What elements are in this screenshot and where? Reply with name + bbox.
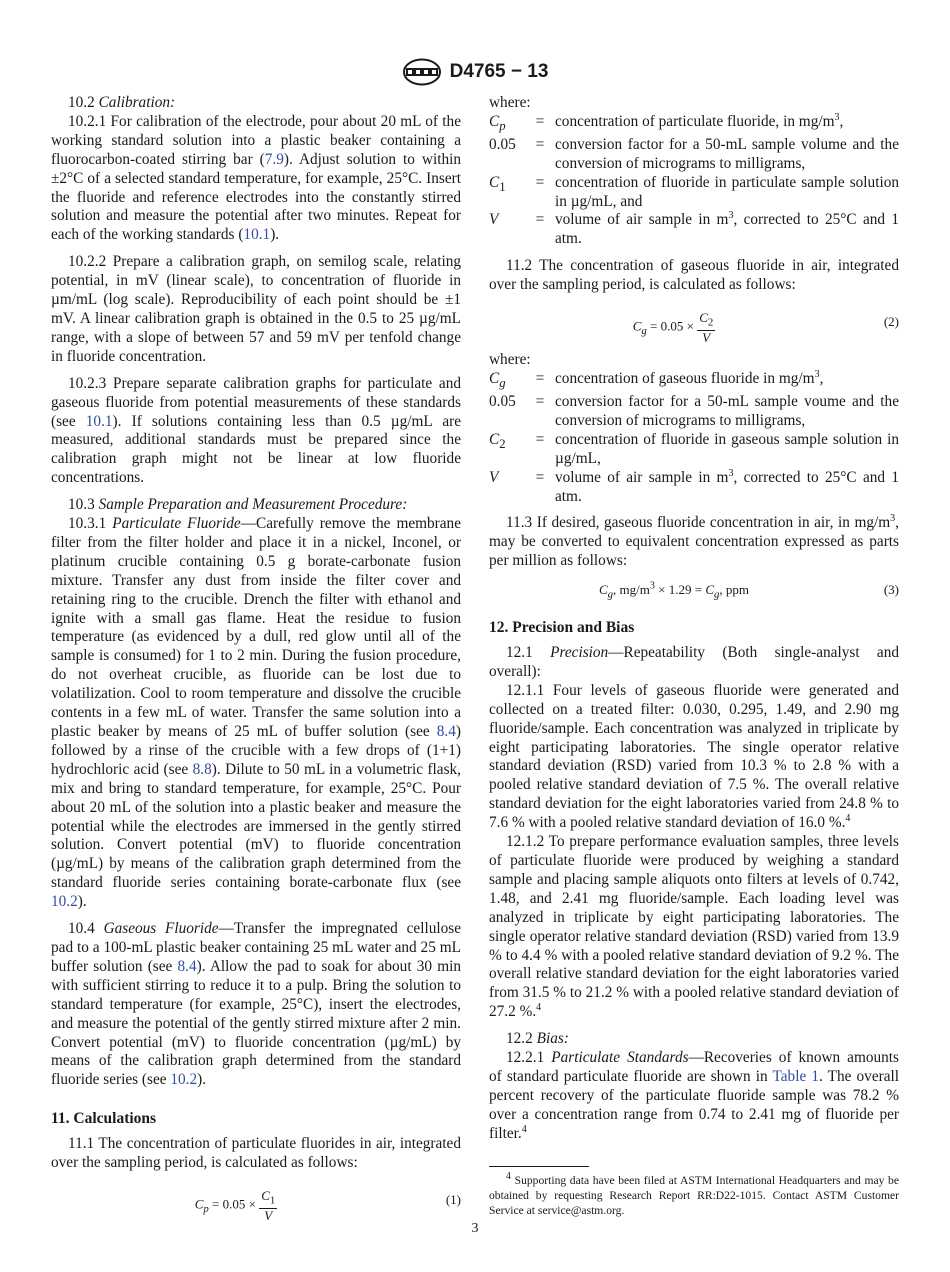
paragraph-11-2: 11.2 The concentration of gaseous fluoride in air, integrated over the sampling period, is calculated as follows: xyxy=(489,257,899,294)
ref-7-9-link[interactable]: 7.9 xyxy=(264,150,284,168)
paragraph-11-3: 11.3 If desired, gaseous fluoride concentration in air, in $mg/m^3$, may be converted to equivalent concentration expressed as parts per million as follows: xyxy=(489,513,899,570)
definition-row: $C_p$ = concentration of particulate fluoride, in $mg/m^3$, xyxy=(489,111,844,133)
paragraph-12-1-1: 12.1.1 Four levels of gaseous fluoride were generated and collected on a treated filter: 0.030, 0.295, 1.49, and 2.90 mg fluoride/sample. Each concentration was analyzed in triplicate by eight participating laboratories. The single operator relative standard deviation (RSD) varied from 10.3 % to 2.8 % with a pooled relative standard deviation of 7.5 %. The overall relative standard deviation for the eight laboratories varied from 24.8 % to 7.6 % with a pooled relative standard deviation of 16.0 %.$^4$ xyxy=(489,681,899,832)
definition-row: 0.05 = conversion factor for a 50-mL sample voume and the conversion of micrograms to milligrams, xyxy=(489,392,899,429)
ref-8-8-link[interactable]: 8.8 xyxy=(192,760,212,778)
astm-logo-icon xyxy=(402,58,442,86)
equation-1: $C_p = 0.05$ × $\frac{C_1}{V}$ (1) xyxy=(194,1187,461,1223)
variable-definitions-2 xyxy=(489,370,899,506)
definition-row: $C_2$ = concentration of fluoride in gaseous sample solution in µg/mL, xyxy=(489,430,899,467)
footnote-divider xyxy=(489,1166,589,1167)
section-10-2-heading: 10.2 Calibration: xyxy=(68,94,176,111)
paragraph-10-2-2: 10.2.2 Prepare a calibration graph, on semilog scale, relating potential, in mV (linear scale), to concentration of fluoride in µm/mL (log scale). Reproducibility of each point should be ±1 mV. A linear calibration graph is obtained in the 0.5 to 25 µg/mL range, with a slope of between 57 and 59 mV per tenfold change in fluoride concentration. xyxy=(51,253,461,365)
right-column xyxy=(489,94,899,1218)
where-label: where: xyxy=(489,351,531,369)
paragraph-12-1-2: 12.1.2 To prepare performance evaluation samples, three levels of particulate fluoride were produced by weighing a standard sample and placing sample aliquots onto filters at levels of 0.742, 1.48, and 2.41 mg fluoride/sample. Each loading level was analyzed in triplicate by eight participating laboratories. The single operator relative standard deviation (RSD) varied from 13.9 % to 4.4 % with a pooled relative standard deviation of 9.2 %. The overall relative standard deviation for the eight laboratories varied from 31.5 % to 21.2 % with a pooled relative standard deviation of 27.2 %.$^4$ xyxy=(489,833,899,1021)
section-12-heading: 12. Precision and Bias xyxy=(489,619,635,637)
page-header xyxy=(0,58,950,86)
definition-row: $C_g$ = concentration of gaseous fluoride in $mg/m^3$, xyxy=(489,368,824,391)
document-designation: D4765 − 13 xyxy=(449,61,549,82)
left-column xyxy=(51,94,461,1229)
footnote-ref: 4 xyxy=(521,1123,527,1135)
ref-10-1-link[interactable]: 10.1 xyxy=(85,412,113,430)
definition-row: V = volume of air sample in $m^3$, corrected to 25°C and 1 atm. xyxy=(489,210,899,248)
equation-2: $C_g = 0.05$ × $\frac{C_2}{V}$ (2) xyxy=(632,310,899,345)
paragraph-12-2-1: 12.2.1 Particulate Standards—Recoveries of known amounts of standard particulate fluoride are shown in Table 1. The overall percent recovery of the particulate fluoride sample was 78.2 % over a concentration range from 0.74 to 2.41 mg of fluoride per filter.$^4$ xyxy=(489,1049,900,1142)
footnote-ref: 4 xyxy=(845,813,851,825)
ref-8-4-link[interactable]: 8.4 xyxy=(436,723,456,740)
section-11-heading: 11. Calculations xyxy=(51,1110,157,1128)
footnote-4: $^4$ Supporting data have been filed at ASTM International Headquarters and may be obtained by requesting Research Report RR:D22-1015. Contact ASTM Customer Service at service@astm.org. xyxy=(489,1170,899,1217)
definition-row: V = volume of air sample in $m^3$, corrected to 25°C and 1 atm. xyxy=(489,467,899,505)
paragraph-10-2-3: 10.2.3 Prepare separate calibration graphs for particulate and gaseous fluoride from potential measurements of these standards (see 10.1). If solutions containing less than 0.5 µg/mL are measured, additional standards must be prepared since the calibration graph might not be linear at low fluoride concentrations. xyxy=(51,374,462,487)
definition-row: $C_1$ = concentration of fluoride in particulate sample solution in µg/mL, and xyxy=(489,173,899,210)
equation-number: (1) xyxy=(445,1191,461,1207)
where-label: where: xyxy=(489,94,531,111)
table-1-link[interactable]: Table 1 xyxy=(772,1067,819,1085)
paragraph-10-2-1: 10.2.1 For calibration of the electrode, pour about 20 mL of the working standard solution into a plastic beaker containing a fluorocarbon-coated stirring bar (7.9). Adjust solution to within ±2°C of a selected standard temperature, for example, 25°C. Insert the fluoride and reference electrodes into the constantly stirred solution and measure the potential after two minutes. Repeat for each of the working standards (10.1). xyxy=(51,112,461,244)
ref-10-1-link[interactable]: 10.1 xyxy=(243,226,271,244)
variable-definitions-1 xyxy=(489,113,899,249)
footnote-ref: 4 xyxy=(536,1002,542,1014)
equation-number: (2) xyxy=(883,314,899,330)
paragraph-11-1: 11.1 The concentration of particulate fluorides in air, integrated over the sampling period, is calculated as follows: xyxy=(51,1135,461,1172)
definition-row: 0.05 = conversion factor for a 50-mL sample volume and the conversion of micrograms to milligrams, xyxy=(489,135,899,172)
page-number: 3 xyxy=(471,1221,479,1236)
section-10-3-heading: 10.3 Sample Preparation and Measurement Procedure: xyxy=(68,496,408,514)
paragraph-12-1: 12.1 Precision—Repeatability (Both single-analyst and overall): xyxy=(489,644,900,680)
ref-10-2-link[interactable]: 10.2 xyxy=(51,893,78,911)
paragraph-10-4: 10.4 Gaseous Fluoride—Transfer the impregnated cellulose pad to a 100-mL plastic beaker containing 25 mL water and 25 mL buffer solution (see 8.4). Allow the pad to soak for about 30 min with sufficient stirring to reduce it to a pulp. Bring the solution to standard temperature (for example, 25°C), insert the electrodes, and measure the potential of the gently stirred mixture after 2 min. Convert potential (mV) to fluoride concentration (µg/mL) by means of the calibration graph determined from the standard fluoride series (see 10.2). xyxy=(51,920,461,1089)
section-12-2-heading: 12.2 Bias: xyxy=(506,1030,569,1048)
equation-3: $C_g$, $mg/m^3 \times 1.29 = C_g$, ppm (3) xyxy=(598,580,899,601)
ref-8-4-link[interactable]: 8.4 xyxy=(177,957,197,975)
ref-10-2-link[interactable]: 10.2 xyxy=(170,1071,198,1089)
equation-number: (3) xyxy=(883,582,899,598)
paragraph-10-3-1: 10.3.1 Particulate Fluoride—Carefully remove the membrane filter from the filter holder and place it in a nickel, Inconel, or platinum crucible containing 0.5 g borate-carbonate fusion mixture. Transfer any dust from inside the filter cover and retaining ring to the crucible. Drench the filter with ethanol and ignite with a small gas flame. Heat the residue to fusion temperature (as evidenced by a dull, red glow until all of the sample is consumed) for 1 to 2 min. During the fusion procedure, do not overheat crucible, as fluoride can be lost due to volatilization. Cool to room temperature and dissolve the crucible contents in a few mL of water. Transfer the same solution into a plastic beaker by means of 25 mL of buffer solution (see 8.4) followed by a rinse of the crucible with a few drops of (1+1) hydrochloric acid (see 8.8). Dilute to 50 mL in a volumetric flask, mix and bring to standard temperature, for example, 25°C. Pour about 20 mL of the solution into a plastic beaker and measure the potential while the electrodes are immersed in the gently stirred solution. Convert potential (mV) to fluoride concentration (µg/mL) by means of the calibration graph determined from the standard fluoride series containing borate-carbonate flux (see 10.2). xyxy=(51,515,462,911)
